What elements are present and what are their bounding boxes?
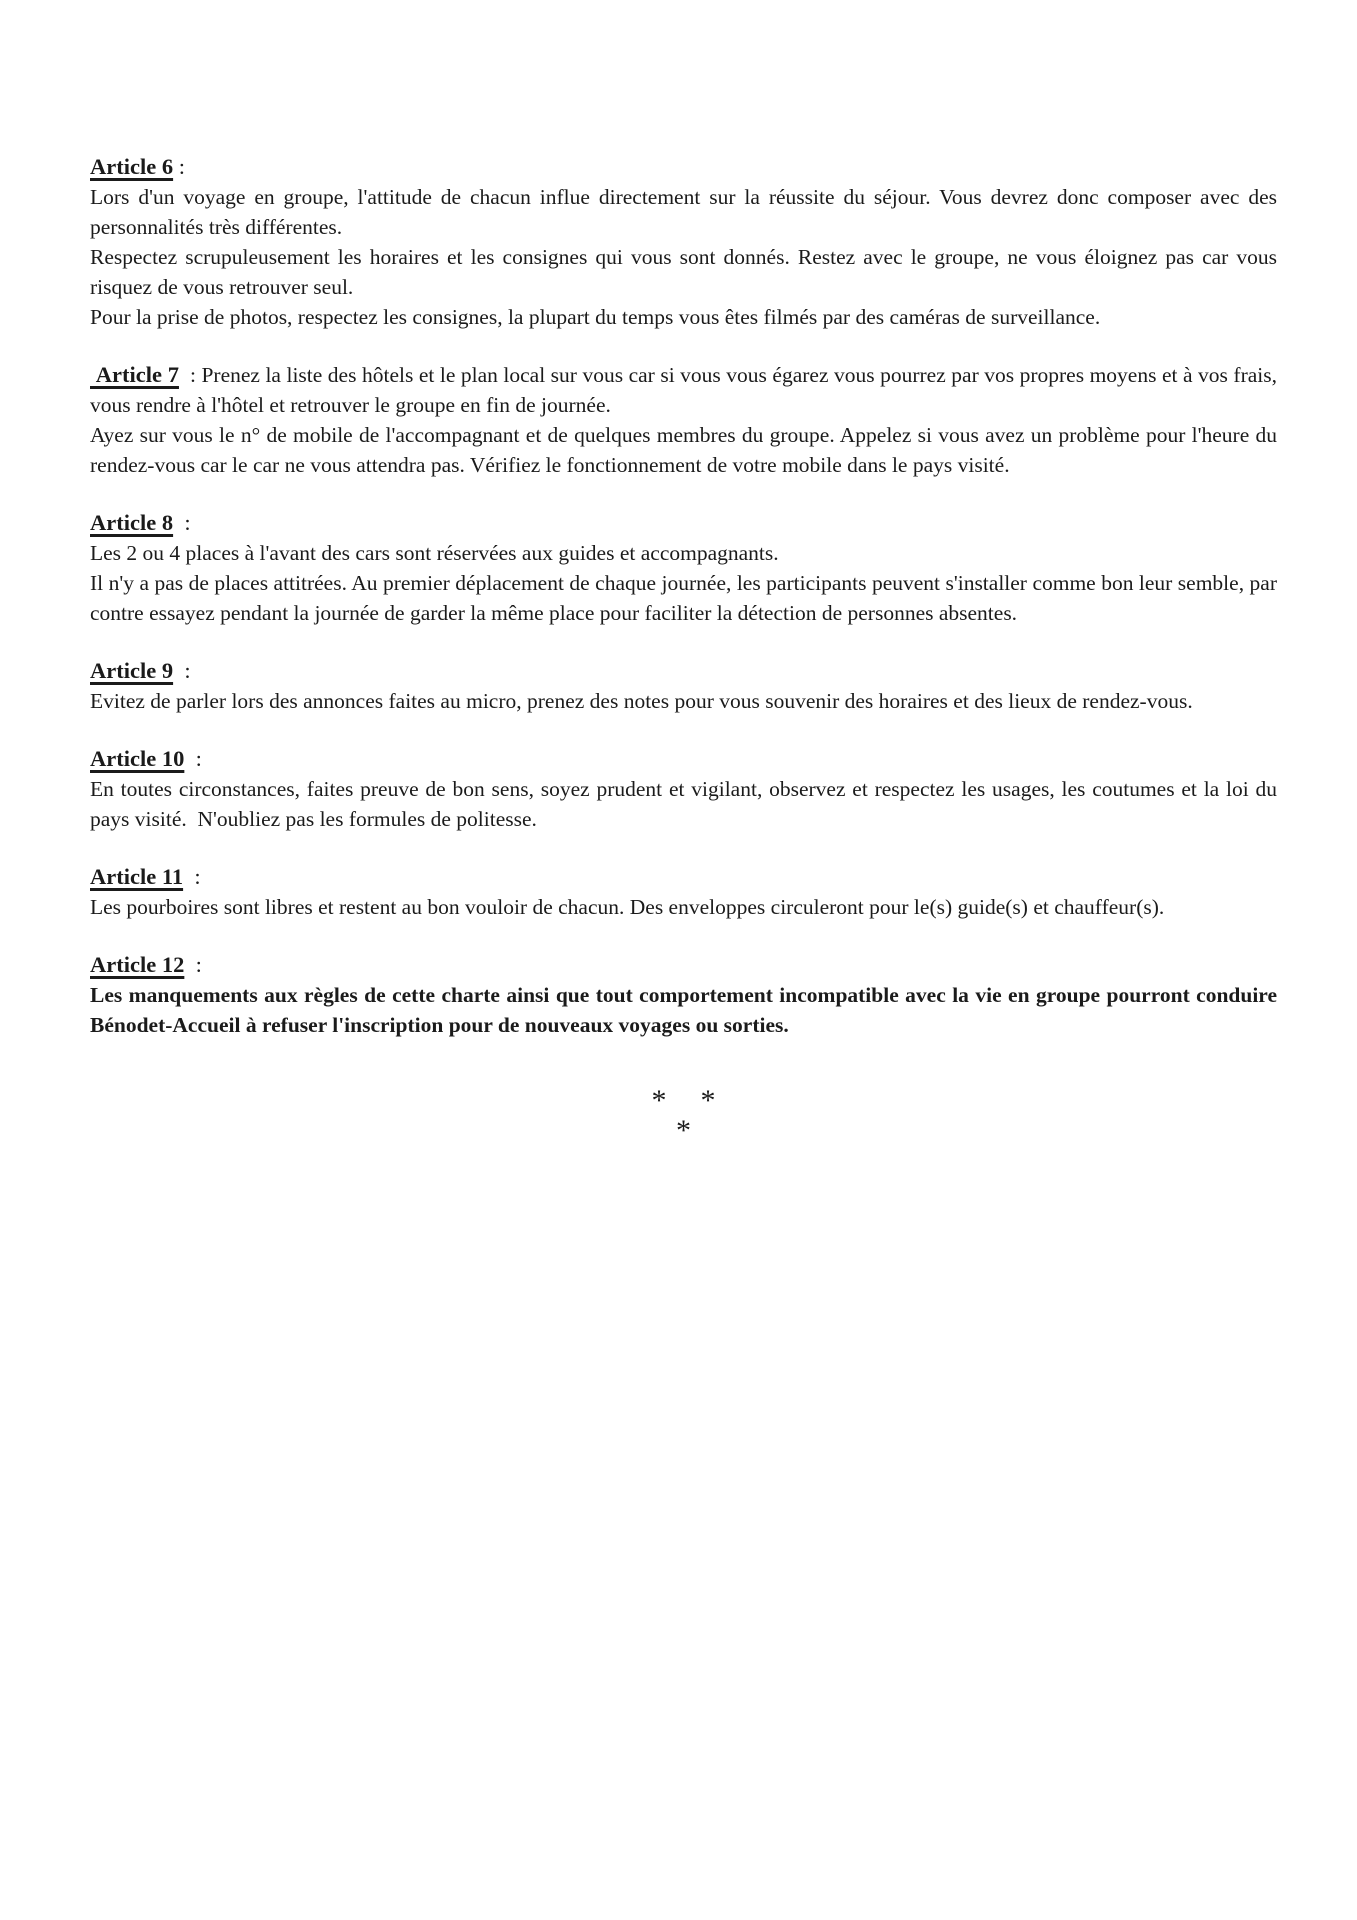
- article-8-paragraph-2: Il n'y a pas de places attitrées. Au premier déplacement de chaque journée, les participants peuvent s'installer comme bon leur semble, par contre essayez pendant la journée de garder la même place pour faciliter la détection de personnes absentes.: [90, 571, 1277, 625]
- article-8-colon: :: [173, 510, 191, 535]
- article-11-paragraph-1: Les pourboires sont libres et restent au bon vouloir de chacun. Des enveloppes circuleront pour le(s) guide(s) et chauffeur(s).: [90, 895, 1165, 919]
- asterisk-left: *: [651, 1084, 667, 1117]
- article-12-section: [90, 950, 1277, 1040]
- article-7-paragraph-2: Ayez sur vous le n° de mobile de l'accompagnant et de quelques membres du groupe. Appelez si vous avez un problème pour l'heure du rendez-vous car le car ne vous attendra pas. Vérifiez le fonctionnement de votre mobile dans le pays visité.: [90, 423, 1277, 477]
- asterisk-row-1: [90, 1086, 1277, 1116]
- article-6-paragraph-1: Lors d'un voyage en groupe, l'attitude de chacun influe directement sur la réussite du séjour. Vous devrez donc composer avec des personnalités très différentes.: [90, 185, 1277, 239]
- article-7-paragraph-1: [90, 360, 1277, 420]
- article-9-paragraph-1: Evitez de parler lors des annonces faites au micro, prenez des notes pour vous souvenir des horaires et des lieux de rendez-vous.: [90, 689, 1193, 713]
- article-8-paragraph-1: Les 2 ou 4 places à l'avant des cars sont réservées aux guides et accompagnants.: [90, 541, 779, 565]
- article-7-colon: :: [178, 363, 202, 387]
- article-11-colon: :: [183, 864, 201, 889]
- article-8-section: [90, 508, 1277, 628]
- asterisk-right: *: [700, 1084, 716, 1117]
- asterisk-row-2: [90, 1116, 1277, 1146]
- article-12-title: Article 12: [90, 952, 185, 977]
- article-8-heading: [90, 508, 1277, 538]
- article-9-colon: :: [173, 658, 191, 683]
- article-6-section: [90, 152, 1277, 332]
- article-10-section: [90, 744, 1277, 834]
- article-9-heading: [90, 656, 1277, 686]
- article-7-section: [90, 360, 1277, 480]
- article-10-heading: [90, 744, 1277, 774]
- article-10-colon: :: [184, 746, 202, 771]
- article-11-title: Article 11: [90, 864, 184, 889]
- article-6-heading: [90, 152, 1277, 182]
- article-11-section: [90, 862, 1277, 922]
- article-10-paragraph-1: En toutes circonstances, faites preuve de bon sens, soyez prudent et vigilant, observez et respectez les usages, les coutumes et la loi du pays visité. N'oubliez pas les formules de politesse.: [90, 777, 1277, 831]
- article-12-heading: [90, 950, 1277, 980]
- article-11-heading: [90, 862, 1277, 892]
- article-6-paragraph-3: Pour la prise de photos, respectez les consignes, la plupart du temps vous êtes filmés par des caméras de surveillance.: [90, 305, 1101, 329]
- article-9-title: Article 9: [90, 658, 174, 683]
- article-12-paragraph-1: Les manquements aux règles de cette charte ainsi que tout comportement incompatible avec la vie en groupe pourront conduire Bénodet-Accueil à refuser l'inscription pour de nouveaux voyages ou sorties.: [90, 983, 1277, 1037]
- article-6-colon: :: [173, 154, 185, 179]
- asterisk-bottom: *: [676, 1114, 691, 1147]
- article-8-title: Article 8: [90, 510, 174, 535]
- article-10-title: Article 10: [90, 746, 185, 771]
- article-7-title: Article 7: [90, 362, 179, 387]
- article-12-colon: :: [184, 952, 202, 977]
- article-6-paragraph-2: Respectez scrupuleusement les horaires et les consignes qui vous sont donnés. Restez avec le groupe, ne vous éloignez pas car vous risquez de vous retrouver seul.: [90, 245, 1277, 299]
- article-7-lead-text: Prenez la liste des hôtels et le plan local sur vous car si vous vous égarez vous pourrez par vos propres moyens et à vos frais, vous rendre à l'hôtel et retrouver le groupe en fin de journée.: [90, 363, 1277, 417]
- closing-asterisks: [90, 1086, 1277, 1146]
- article-9-section: [90, 656, 1277, 716]
- article-6-title: Article 6: [90, 154, 174, 179]
